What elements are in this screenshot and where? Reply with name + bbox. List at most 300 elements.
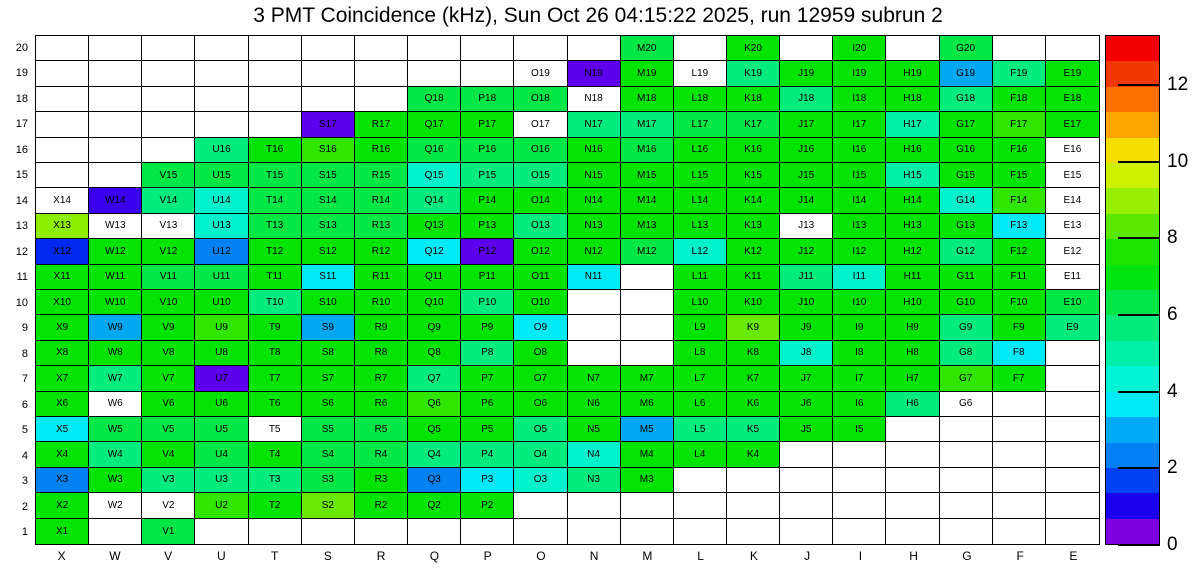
heatmap-cell: P13 xyxy=(461,214,514,239)
heatmap-cell: S7 xyxy=(302,366,355,391)
heatmap-cell-empty xyxy=(302,36,355,61)
heatmap-cell: V1 xyxy=(142,519,195,544)
heatmap-cell-empty xyxy=(886,468,939,493)
heatmap-cell: P15 xyxy=(461,163,514,188)
heatmap-cell-empty xyxy=(940,417,993,442)
x-tick-label: V xyxy=(164,549,173,563)
heatmap-cell: X8 xyxy=(36,341,89,366)
x-tick-label: E xyxy=(1069,549,1078,563)
heatmap-cell: N5 xyxy=(568,417,621,442)
heatmap-cell: U9 xyxy=(195,315,248,340)
heatmap-cell: O8 xyxy=(514,341,567,366)
heatmap-cell: V12 xyxy=(142,239,195,264)
heatmap-cell: O18 xyxy=(514,87,567,112)
heatmap-cell-empty xyxy=(993,442,1046,467)
heatmap-cell: N6 xyxy=(568,392,621,417)
heatmap-cell: L9 xyxy=(674,315,727,340)
heatmap-cell: T7 xyxy=(249,366,302,391)
heatmap-cell: K5 xyxy=(727,417,780,442)
x-tick-label: P xyxy=(483,549,492,563)
heatmap-cell: X10 xyxy=(36,290,89,315)
colorbar-band xyxy=(1106,290,1159,315)
heatmap-cell: R4 xyxy=(355,442,408,467)
heatmap-cell: J10 xyxy=(780,290,833,315)
heatmap-cell: T14 xyxy=(249,188,302,213)
colorbar-tick-label: 2 xyxy=(1167,457,1178,479)
heatmap-cell-empty xyxy=(461,36,514,61)
heatmap-cell: Q6 xyxy=(408,392,461,417)
heatmap-cell-empty xyxy=(780,442,833,467)
heatmap-cell-empty xyxy=(621,493,674,518)
heatmap-cell: K9 xyxy=(727,315,780,340)
heatmap-cell: I19 xyxy=(833,61,886,86)
heatmap-cell: G7 xyxy=(940,366,993,391)
heatmap-cell: U4 xyxy=(195,442,248,467)
heatmap-cell: N18 xyxy=(568,87,621,112)
heatmap-cell: I9 xyxy=(833,315,886,340)
heatmap-cell: S9 xyxy=(302,315,355,340)
heatmap-cell: E19 xyxy=(1046,61,1099,86)
heatmap-cell: P14 xyxy=(461,188,514,213)
heatmap-cell-empty xyxy=(621,519,674,544)
heatmap-cell: H13 xyxy=(886,214,939,239)
heatmap-cell-empty xyxy=(674,36,727,61)
heatmap-cell-empty xyxy=(833,442,886,467)
heatmap-cell: F18 xyxy=(993,87,1046,112)
heatmap-cell-empty xyxy=(302,519,355,544)
y-axis-row-numbers xyxy=(0,35,30,545)
heatmap-cell: U16 xyxy=(195,138,248,163)
heatmap-cell-empty xyxy=(249,87,302,112)
heatmap-cell: G12 xyxy=(940,239,993,264)
heatmap-cell-empty xyxy=(568,341,621,366)
heatmap-cell-empty xyxy=(621,341,674,366)
heatmap-cell: O6 xyxy=(514,392,567,417)
heatmap-cell: U2 xyxy=(195,493,248,518)
heatmap-cell-empty xyxy=(302,87,355,112)
heatmap-cell: K10 xyxy=(727,290,780,315)
heatmap-cell: O16 xyxy=(514,138,567,163)
y-tick-label: 15 xyxy=(15,169,28,182)
heatmap-cell: H17 xyxy=(886,112,939,137)
heatmap-cell: L13 xyxy=(674,214,727,239)
heatmap-cell: T6 xyxy=(249,392,302,417)
heatmap-cell: H6 xyxy=(886,392,939,417)
chart-title: 3 PMT Coincidence (kHz), Sun Oct 26 04:15:22 2025, run 12959 subrun 2 xyxy=(253,4,943,27)
heatmap-cell: E10 xyxy=(1046,290,1099,315)
heatmap-cell: R2 xyxy=(355,493,408,518)
x-tick-label: W xyxy=(109,549,121,563)
heatmap-cell: L11 xyxy=(674,265,727,290)
heatmap-cell-empty xyxy=(408,61,461,86)
heatmap-cell: M13 xyxy=(621,214,674,239)
colorbar-band xyxy=(1106,443,1159,468)
heatmap-cell: T8 xyxy=(249,341,302,366)
heatmap-cell-empty xyxy=(195,61,248,86)
heatmap-cell: J9 xyxy=(780,315,833,340)
heatmap-cell: G20 xyxy=(940,36,993,61)
colorbar-tick-label: 8 xyxy=(1167,227,1178,249)
heatmap-cell: R11 xyxy=(355,265,408,290)
heatmap-cell: J11 xyxy=(780,265,833,290)
heatmap-cell: J8 xyxy=(780,341,833,366)
heatmap-cell-empty xyxy=(1046,341,1099,366)
heatmap-cell: N17 xyxy=(568,112,621,137)
heatmap-cell: T13 xyxy=(249,214,302,239)
heatmap-cell: O14 xyxy=(514,188,567,213)
heatmap-cell: O11 xyxy=(514,265,567,290)
heatmap-cell: P10 xyxy=(461,290,514,315)
heatmap-cell: U7 xyxy=(195,366,248,391)
heatmap-cell: W9 xyxy=(89,315,142,340)
colorbar-tick xyxy=(1118,84,1160,86)
heatmap-cell: L5 xyxy=(674,417,727,442)
heatmap-cell: M12 xyxy=(621,239,674,264)
heatmap-cell: K11 xyxy=(727,265,780,290)
heatmap-cell-empty xyxy=(886,442,939,467)
heatmap-cell: O3 xyxy=(514,468,567,493)
heatmap-cell: G19 xyxy=(940,61,993,86)
heatmap-cell: M6 xyxy=(621,392,674,417)
heatmap-cell-empty xyxy=(195,87,248,112)
heatmap-cell-empty xyxy=(142,61,195,86)
heatmap-cell-empty xyxy=(36,61,89,86)
heatmap-cell: F7 xyxy=(993,366,1046,391)
x-tick-label: Q xyxy=(429,549,440,563)
y-tick-label: 16 xyxy=(15,143,28,156)
colorbar-band xyxy=(1106,417,1159,442)
heatmap-cell: S14 xyxy=(302,188,355,213)
heatmap-cell: M4 xyxy=(621,442,674,467)
heatmap-cell: K17 xyxy=(727,112,780,137)
x-tick-label: T xyxy=(270,549,279,563)
heatmap-cell: Q9 xyxy=(408,315,461,340)
x-tick-label: G xyxy=(962,549,972,563)
heatmap-cell: K20 xyxy=(727,36,780,61)
heatmap-cell: X12 xyxy=(36,239,89,264)
heatmap-cell: I17 xyxy=(833,112,886,137)
heatmap-cell: L17 xyxy=(674,112,727,137)
colorbar-tick xyxy=(1118,544,1160,546)
heatmap-cell: H16 xyxy=(886,138,939,163)
heatmap-cell-empty xyxy=(993,519,1046,544)
heatmap-cell: N16 xyxy=(568,138,621,163)
heatmap-cell: U14 xyxy=(195,188,248,213)
heatmap-cell: X14 xyxy=(36,188,89,213)
heatmap-cell-empty xyxy=(568,315,621,340)
heatmap-cell: P6 xyxy=(461,392,514,417)
colorbar-tick xyxy=(1118,467,1160,469)
heatmap-cell: G14 xyxy=(940,188,993,213)
heatmap-cell-empty xyxy=(514,493,567,518)
heatmap-cell: Q11 xyxy=(408,265,461,290)
y-tick-label: 10 xyxy=(15,296,28,309)
heatmap-cell: S11 xyxy=(302,265,355,290)
heatmap-cell: I13 xyxy=(833,214,886,239)
heatmap-cell-empty xyxy=(780,493,833,518)
heatmap-cell-empty xyxy=(886,493,939,518)
heatmap-cell: Q5 xyxy=(408,417,461,442)
heatmap-cell-empty xyxy=(1046,493,1099,518)
heatmap-cell: W3 xyxy=(89,468,142,493)
heatmap-cell: J19 xyxy=(780,61,833,86)
heatmap-cell: J17 xyxy=(780,112,833,137)
colorbar-band xyxy=(1106,188,1159,213)
heatmap-cell-empty xyxy=(833,493,886,518)
heatmap-cell: E14 xyxy=(1046,188,1099,213)
colorbar-tick xyxy=(1118,161,1160,163)
heatmap-cell: M16 xyxy=(621,138,674,163)
heatmap-cell: O13 xyxy=(514,214,567,239)
x-tick-label: L xyxy=(697,549,704,563)
heatmap-cell: R3 xyxy=(355,468,408,493)
heatmap-grid xyxy=(35,35,1100,545)
heatmap-cell: W4 xyxy=(89,442,142,467)
colorbar-tick xyxy=(1118,314,1160,316)
heatmap-cell: N4 xyxy=(568,442,621,467)
heatmap-cell: N7 xyxy=(568,366,621,391)
heatmap-cell: K13 xyxy=(727,214,780,239)
heatmap-cell: G10 xyxy=(940,290,993,315)
heatmap-cell: U12 xyxy=(195,239,248,264)
heatmap-cell: L18 xyxy=(674,87,727,112)
heatmap-cell: O19 xyxy=(514,61,567,86)
heatmap-cell: R14 xyxy=(355,188,408,213)
y-tick-label: 4 xyxy=(21,449,28,462)
heatmap-cell: G13 xyxy=(940,214,993,239)
heatmap-cell: H7 xyxy=(886,366,939,391)
heatmap-cell-empty xyxy=(621,315,674,340)
heatmap-cell-empty xyxy=(780,468,833,493)
colorbar-band xyxy=(1106,366,1159,391)
heatmap-cell-empty xyxy=(89,112,142,137)
heatmap-cell: G17 xyxy=(940,112,993,137)
y-tick-label: 8 xyxy=(21,347,28,360)
heatmap-cell: K7 xyxy=(727,366,780,391)
heatmap-cell: W5 xyxy=(89,417,142,442)
heatmap-cell-empty xyxy=(993,417,1046,442)
x-tick-label: S xyxy=(323,549,332,563)
y-tick-label: 20 xyxy=(15,41,28,54)
heatmap-cell: H15 xyxy=(886,163,939,188)
x-tick-label: H xyxy=(909,549,918,563)
colorbar-tick-label: 4 xyxy=(1167,380,1178,402)
heatmap-cell-empty xyxy=(674,493,727,518)
heatmap-cell: O7 xyxy=(514,366,567,391)
heatmap-cell-empty xyxy=(408,36,461,61)
heatmap-cell: V8 xyxy=(142,341,195,366)
heatmap-cell-empty xyxy=(89,138,142,163)
x-tick-label: F xyxy=(1016,549,1024,563)
heatmap-cell: L10 xyxy=(674,290,727,315)
heatmap-cell-empty xyxy=(514,36,567,61)
heatmap-cell-empty xyxy=(142,36,195,61)
heatmap-cell: T3 xyxy=(249,468,302,493)
heatmap-cell: I20 xyxy=(833,36,886,61)
heatmap-cell: S13 xyxy=(302,214,355,239)
heatmap-cell: O9 xyxy=(514,315,567,340)
heatmap-cell: Q13 xyxy=(408,214,461,239)
heatmap-cell: I12 xyxy=(833,239,886,264)
heatmap-cell: I7 xyxy=(833,366,886,391)
heatmap-cell-empty xyxy=(727,468,780,493)
heatmap-cell-empty xyxy=(833,468,886,493)
heatmap-cell-empty xyxy=(89,36,142,61)
heatmap-cell: R17 xyxy=(355,112,408,137)
heatmap-cell: T5 xyxy=(249,417,302,442)
heatmap-cell: R15 xyxy=(355,163,408,188)
heatmap-cell: N19 xyxy=(568,61,621,86)
heatmap-cell: K19 xyxy=(727,61,780,86)
heatmap-cell-empty xyxy=(36,36,89,61)
heatmap-cell-empty xyxy=(36,138,89,163)
heatmap-cell: V5 xyxy=(142,417,195,442)
heatmap-cell: Q16 xyxy=(408,138,461,163)
x-tick-label: K xyxy=(749,549,758,563)
heatmap-cell-empty xyxy=(36,112,89,137)
heatmap-cell: P16 xyxy=(461,138,514,163)
colorbar-tick-label: 10 xyxy=(1167,150,1189,172)
heatmap-cell: N11 xyxy=(568,265,621,290)
heatmap-cell: O17 xyxy=(514,112,567,137)
heatmap-cell-empty xyxy=(89,519,142,544)
heatmap-cell-empty xyxy=(568,36,621,61)
heatmap-cell: J7 xyxy=(780,366,833,391)
heatmap-cell: W7 xyxy=(89,366,142,391)
y-tick-label: 13 xyxy=(15,220,28,233)
heatmap-cell: V15 xyxy=(142,163,195,188)
heatmap-cell: R7 xyxy=(355,366,408,391)
heatmap-cell: F15 xyxy=(993,163,1046,188)
heatmap-cell: R10 xyxy=(355,290,408,315)
heatmap-cell: E11 xyxy=(1046,265,1099,290)
heatmap-cell: F8 xyxy=(993,341,1046,366)
heatmap-cell: K14 xyxy=(727,188,780,213)
heatmap-cell: T4 xyxy=(249,442,302,467)
heatmap-cell: G16 xyxy=(940,138,993,163)
colorbar-band xyxy=(1106,341,1159,366)
colorbar-band xyxy=(1106,239,1159,264)
heatmap-cell-empty xyxy=(249,519,302,544)
heatmap-cell: E15 xyxy=(1046,163,1099,188)
heatmap-cell: M3 xyxy=(621,468,674,493)
heatmap-cell: M15 xyxy=(621,163,674,188)
heatmap-cell-empty xyxy=(1046,392,1099,417)
heatmap-cell-empty xyxy=(940,442,993,467)
heatmap-cell: H8 xyxy=(886,341,939,366)
heatmap-cell: X13 xyxy=(36,214,89,239)
heatmap-cell: U5 xyxy=(195,417,248,442)
heatmap-cell-empty xyxy=(886,417,939,442)
heatmap-cell-empty xyxy=(621,265,674,290)
heatmap-cell-empty xyxy=(727,519,780,544)
heatmap-cell: W14 xyxy=(89,188,142,213)
heatmap-cell: X9 xyxy=(36,315,89,340)
colorbar-tick xyxy=(1118,237,1160,239)
heatmap-cell: S17 xyxy=(302,112,355,137)
heatmap-cell: P2 xyxy=(461,493,514,518)
heatmap-cell-empty xyxy=(568,519,621,544)
y-tick-label: 2 xyxy=(21,500,28,513)
heatmap-cell: U11 xyxy=(195,265,248,290)
heatmap-cell-empty xyxy=(408,519,461,544)
heatmap-cell: H10 xyxy=(886,290,939,315)
heatmap-cell: L12 xyxy=(674,239,727,264)
heatmap-cell-empty xyxy=(1046,442,1099,467)
heatmap-cell: W2 xyxy=(89,493,142,518)
heatmap-cell: X6 xyxy=(36,392,89,417)
x-tick-label: J xyxy=(804,549,811,563)
heatmap-cell: Q12 xyxy=(408,239,461,264)
heatmap-cell-empty xyxy=(142,87,195,112)
heatmap-cell: U13 xyxy=(195,214,248,239)
heatmap-cell: S4 xyxy=(302,442,355,467)
colorbar-band xyxy=(1106,112,1159,137)
y-tick-label: 14 xyxy=(15,194,28,207)
heatmap-cell: J13 xyxy=(780,214,833,239)
heatmap-cell: T11 xyxy=(249,265,302,290)
heatmap-cell: X3 xyxy=(36,468,89,493)
heatmap-cell-empty xyxy=(142,112,195,137)
heatmap-cell: Q3 xyxy=(408,468,461,493)
heatmap-cell: P12 xyxy=(461,239,514,264)
heatmap-cell-empty xyxy=(1046,519,1099,544)
heatmap-cell-empty xyxy=(89,87,142,112)
heatmap-cell-empty xyxy=(1046,366,1099,391)
colorbar-band xyxy=(1106,265,1159,290)
heatmap-cell: F14 xyxy=(993,188,1046,213)
heatmap-cell: I18 xyxy=(833,87,886,112)
heatmap-cell: O10 xyxy=(514,290,567,315)
heatmap-cell: J15 xyxy=(780,163,833,188)
heatmap-cell-empty xyxy=(993,392,1046,417)
heatmap-cell: L16 xyxy=(674,138,727,163)
heatmap-cell: V10 xyxy=(142,290,195,315)
x-tick-label: R xyxy=(376,549,386,563)
heatmap-cell: Q18 xyxy=(408,87,461,112)
heatmap-cell-empty xyxy=(993,468,1046,493)
x-tick-label: U xyxy=(217,549,226,563)
heatmap-cell-empty xyxy=(1046,468,1099,493)
heatmap-cell: V7 xyxy=(142,366,195,391)
x-axis-column-letters xyxy=(35,549,1100,565)
heatmap-cell-empty xyxy=(568,493,621,518)
colorbar-tick xyxy=(1118,391,1160,393)
heatmap-cell: L15 xyxy=(674,163,727,188)
heatmap-cell-empty xyxy=(195,36,248,61)
heatmap-cell: L19 xyxy=(674,61,727,86)
heatmap-cell: U3 xyxy=(195,468,248,493)
heatmap-cell: H19 xyxy=(886,61,939,86)
heatmap-cell: P11 xyxy=(461,265,514,290)
colorbar-band xyxy=(1106,138,1159,163)
colorbar-band xyxy=(1106,36,1159,61)
heatmap-cell: V3 xyxy=(142,468,195,493)
heatmap-cell: F10 xyxy=(993,290,1046,315)
heatmap-cell: J6 xyxy=(780,392,833,417)
heatmap-cell-empty xyxy=(355,519,408,544)
heatmap-cell: X5 xyxy=(36,417,89,442)
heatmap-cell-empty xyxy=(142,138,195,163)
x-tick-label: N xyxy=(589,549,599,563)
heatmap-cell: H14 xyxy=(886,188,939,213)
heatmap-cell: L14 xyxy=(674,188,727,213)
heatmap-cell: K6 xyxy=(727,392,780,417)
heatmap-cell: R16 xyxy=(355,138,408,163)
heatmap-cell: V4 xyxy=(142,442,195,467)
heatmap-cell: I6 xyxy=(833,392,886,417)
heatmap-cell: O5 xyxy=(514,417,567,442)
